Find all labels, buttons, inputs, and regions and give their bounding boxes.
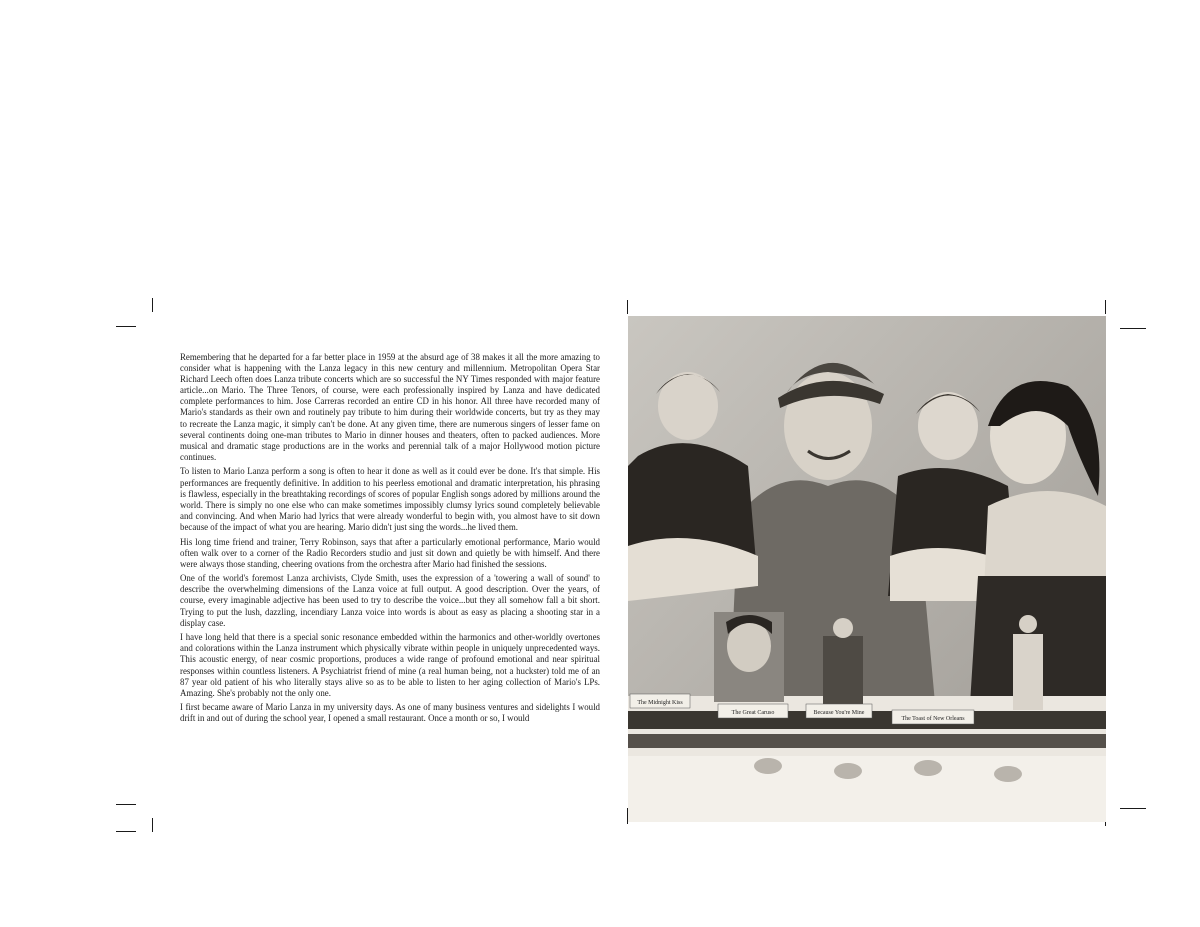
crop-mark [116, 831, 136, 832]
crop-mark [627, 300, 628, 314]
paragraph: One of the world's foremost Lanza archivists, Clyde Smith, uses the expression of a 'towering a wall of sound' to describe the overwhelming dimensions of the Lanza voice at full output. A good description. Over the years, of course, every imaginable adjective has been used to try to describe the voice...but they all somehow fall a bit short. Trying to put the lush, dazzling, incendiary Lanza voice into words is about as easy as placing a shooting star in a display case. [180, 573, 600, 628]
sign-label: The Great Caruso [731, 710, 775, 716]
sign-label: The Midnight Kiss [637, 700, 683, 706]
paragraph: To listen to Mario Lanza perform a song is often to hear it done as well as it could ever be done. It's that simple. His performances are frequently definitive. In addition to his peerless emotional and dramatic interpretation, his phrasing is flawless, especially in the breathtaking recordings of scores of popular English songs adored by millions around the world. There is simply no one else who can make sometimes impossibly clumsy lyrics sound completely believable and convincing. And when Mario had lyrics that were already wonderful to begin with, you almost have to sit down because of the impact of what you are hearing. Mario didn't just sing the words...he lived them. [180, 466, 600, 532]
crop-mark [1120, 808, 1146, 809]
crop-mark [152, 298, 153, 312]
family-photo [628, 316, 1106, 822]
sign-label: The Toast of New Orleans [901, 716, 965, 722]
crop-mark [1105, 300, 1106, 314]
paragraph: His long time friend and trainer, Terry Robinson, says that after a particularly emotional performance, Mario would often walk over to a corner of the Radio Recorders studio and just sit down and quietly be with himself. And there were always those standing, cheering ovations from the orchestra after Mario had finished the sessions. [180, 536, 600, 569]
paragraph: I first became aware of Mario Lanza in my university days. As one of many business ventures and sidelights I would drift in and out of during the school year, I opened a small restaurant. Once a month or so, I would [180, 702, 600, 724]
cutout-portrait [714, 612, 784, 702]
paragraph: I have long held that there is a special sonic resonance embedded within the harmonics and other-worldly overtones and colorations within the Lanza instrument which physically vibrate within people in uniquely unprecedented ways. This acoustic energy, of near cosmic proportions, produces a wide range of profound emotional and near spiritual responses within countless listeners. A Psychiatrist friend of mine (a real human being, not a huckster) told me of an 87 year old patient of his who literally stays alive so as to be able to listen to her aging collection of Mario's LPs. Amazing. She's probably not the only one. [180, 632, 600, 698]
body-text [180, 352, 600, 728]
crop-mark [116, 326, 136, 327]
crop-mark [152, 818, 153, 832]
crop-mark [1120, 328, 1146, 329]
sign-label: Because You're Mine [813, 710, 865, 716]
paragraph: Remembering that he departed for a far better place in 1959 at the absurd age of 38 makes it all the more amazing to consider what is happening with the Lanza legacy in this new century and millennium. Metropolitan Opera Star Richard Leech often does Lanza tribute concerts which are so successful the NY Times responded with major feature article...on Mario. The Three Tenors, of course, were each professionally inspired by Lanza and have dedicated complete performances to him. Jose Carreras recorded an entire CD in his honor. All three have recorded many of Mario's standards as their own and routinely pay tribute to him during their worldwide concerts, but try as they may to recreate the Lanza magic, it simply can't be done. At any given time, there are numerous singers of lesser fame on several continents doing one-man tributes to Mario in dinner houses and theaters, often to packed audiences. More musical and dramatic stage productions are in the works and perennial talk of a major Hollywood motion picture continues. [180, 352, 600, 462]
crop-mark [116, 804, 136, 805]
